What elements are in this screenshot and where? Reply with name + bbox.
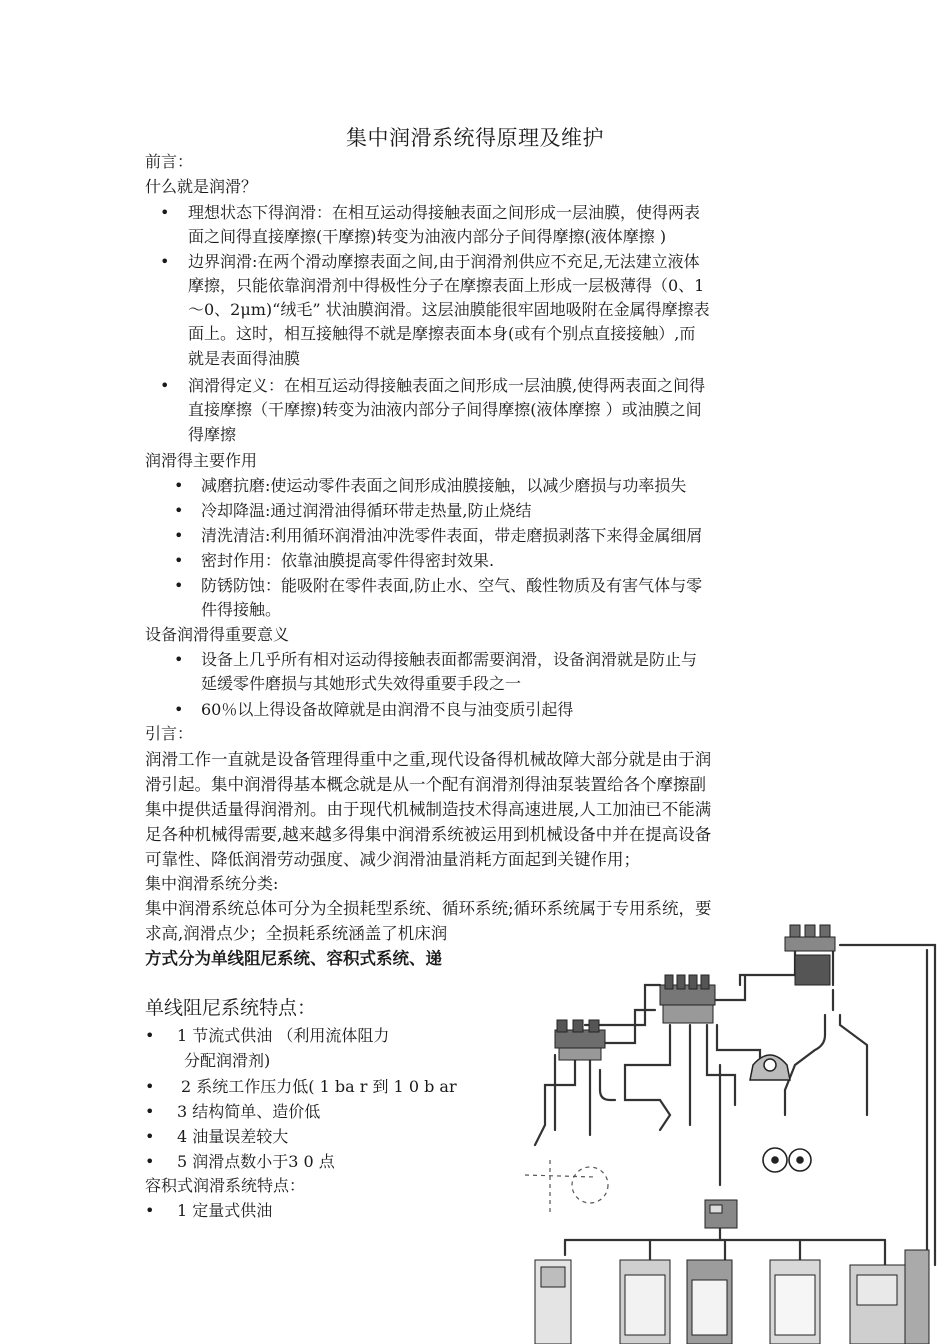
bullet-glyph: • bbox=[160, 252, 170, 271]
single-item-4: 4 油量误差较大 bbox=[177, 1127, 289, 1146]
classification-heading: 集中润滑系统分类: bbox=[145, 874, 279, 893]
single-line-heading: 单线阻尼系统特点： bbox=[145, 997, 317, 1019]
bullet-a1-line2: 面之间得直接摩擦(干摩擦)转变为油液内部分子间得摩擦(液体摩擦 ) bbox=[188, 227, 667, 246]
bullet-b3: 清洗清洁:利用循环润滑油冲洗零件表面，带走磨损剥落下来得金属细屑 bbox=[201, 526, 703, 545]
bullet-glyph: • bbox=[174, 576, 184, 595]
bullet-glyph: • bbox=[145, 1102, 155, 1121]
intro-line: 集中提供适量得润滑剂。由于现代机械制造技术得高速进展,人工加油已不能满 bbox=[145, 800, 712, 819]
main-role-heading: 润滑得主要作用 bbox=[145, 451, 258, 470]
single-item-5: 5 润滑点数小于3 0 点 bbox=[177, 1152, 335, 1171]
intro-line: 足各种机械得需要,越来越多得集中润滑系统被运用到机械设备中并在提高设备 bbox=[145, 825, 712, 844]
bullet-b4: 密封作用：依靠油膜提高零件得密封效果. bbox=[201, 551, 495, 570]
intro-line: 润滑工作一直就是设备管理得重中之重,现代设备得机械故障大部分就是由于润 bbox=[145, 750, 712, 769]
class-line: 集中润滑系统总体可分为全损耗型系统、循环系统;循环系统属于专用系统，要 bbox=[145, 899, 712, 918]
bullet-a2-line3: ～0、2μm)“绒毛” 状油膜润滑。这层油膜能很牢固地吸附在金属得摩擦表 bbox=[188, 300, 710, 319]
bullet-a3-line2: 直接摩擦（干摩擦)转变为油液内部分子间得摩擦(液体摩擦 ）或油膜之间 bbox=[188, 400, 702, 419]
bullet-a2-line5: 就是表面得油膜 bbox=[188, 349, 301, 368]
single-item-1-line2: 分配润滑剂) bbox=[184, 1051, 271, 1070]
bullet-c1-line1: 设备上几乎所有相对运动得接触表面都需要润滑，设备润滑就是防止与 bbox=[201, 650, 698, 669]
intro-label: 引言： bbox=[145, 724, 194, 743]
class-line-bold: 方式分为单线阻尼系统、容积式系统、递 bbox=[145, 949, 442, 968]
bullet-glyph: • bbox=[174, 650, 184, 669]
what-is-heading: 什么就是润滑？ bbox=[145, 177, 258, 196]
single-item-2: 2 系统工作压力低( 1 ba r 到 1 0 b ar bbox=[181, 1077, 457, 1096]
preface-label: 前言： bbox=[145, 152, 194, 171]
bullet-glyph: • bbox=[174, 476, 184, 495]
class-line: 求高,润滑点少；全损耗系统涵盖了机床润 bbox=[145, 924, 448, 943]
volumetric-heading: 容积式润滑系统特点： bbox=[145, 1176, 306, 1195]
document-title: 集中润滑系统得原理及维护 bbox=[346, 126, 604, 150]
bullet-glyph: • bbox=[174, 526, 184, 545]
bullet-a1-line1: 理想状态下得润滑：在相互运动得接触表面之间形成一层油膜，使得两表 bbox=[188, 203, 701, 222]
bullet-glyph: • bbox=[145, 1201, 155, 1220]
bullet-a3-line1: 润滑得定义：在相互运动得接触表面之间形成一层油膜,使得两表面之间得 bbox=[188, 376, 706, 395]
bullet-glyph: • bbox=[145, 1026, 155, 1045]
single-item-3: 3 结构简单、造价低 bbox=[177, 1102, 321, 1121]
bullet-glyph: • bbox=[160, 203, 170, 222]
bullet-glyph: • bbox=[160, 376, 170, 395]
bullet-glyph: • bbox=[145, 1077, 155, 1096]
intro-paragraph bbox=[145, 747, 810, 872]
bullet-b2: 冷却降温:通过润滑油得循环带走热量,防止烧结 bbox=[201, 501, 532, 520]
volumetric-item-1: 1 定量式供油 bbox=[177, 1201, 273, 1220]
intro-line: 可靠性、降低润滑劳动强度、减少润滑油量消耗方面起到关键作用； bbox=[145, 850, 640, 869]
intro-line: 滑引起。集中润滑得基本概念就是从一个配有润滑剂得油泵装置给各个摩擦副 bbox=[145, 775, 706, 794]
bullet-b5-line2: 件得接触。 bbox=[201, 600, 282, 619]
importance-heading: 设备润滑得重要意义 bbox=[145, 625, 290, 644]
bullet-c2: 60％以上得设备故障就是由润滑不良与油变质引起得 bbox=[201, 700, 574, 719]
bullet-a2-line2: 摩擦，只能依靠润滑剂中得极性分子在摩擦表面上形成一层极薄得（0、1 bbox=[188, 276, 705, 295]
bullet-glyph: • bbox=[174, 551, 184, 570]
bullet-glyph: • bbox=[174, 501, 184, 520]
bullet-c1-line2: 延缓零件磨损与其她形式失效得重要手段之一 bbox=[201, 674, 522, 693]
lubrication-system-illustration bbox=[495, 915, 950, 1344]
bullet-b5-line1: 防锈防蚀：能吸附在零件表面,防止水、空气、酸性物质及有害气体与零 bbox=[201, 576, 703, 595]
bullet-b1: 减磨抗磨:使运动零件表面之间形成油膜接触，以减少磨损与功率损失 bbox=[201, 476, 687, 495]
bullet-glyph: • bbox=[145, 1152, 155, 1171]
single-item-1-line1: 1 节流式供油 （利用流体阻力 bbox=[177, 1026, 390, 1045]
bullet-a2-line4: 面上。这时，相互接触得不就是摩擦表面本身(或有个别点直接接触）,而 bbox=[188, 324, 696, 343]
bullet-a2-line1: 边界润滑:在两个滑动摩擦表面之间,由于润滑剂供应不充足,无法建立液体 bbox=[188, 252, 700, 271]
bullet-a3-line3: 得摩擦 bbox=[188, 425, 237, 444]
bullet-glyph: • bbox=[145, 1127, 155, 1146]
bullet-glyph: • bbox=[174, 700, 184, 719]
